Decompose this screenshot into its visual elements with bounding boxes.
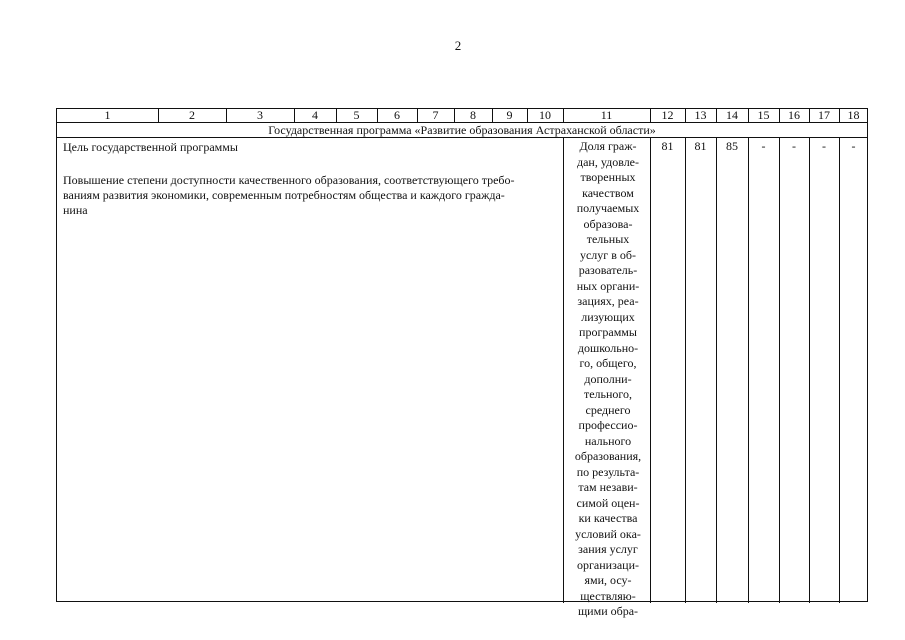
column-divider [527, 109, 528, 123]
indicator-line: среднего [585, 402, 631, 417]
col-number: 18 [847, 108, 860, 122]
indicator-line: программы [579, 325, 637, 339]
indicator-line: лизующих [581, 309, 635, 324]
value-col-12: 81 [661, 139, 674, 153]
indicator-line: образова- [583, 216, 633, 231]
indicator-line: там незави- [578, 480, 638, 494]
indicator-line: го, общего, [579, 356, 637, 370]
col-number: 15 [757, 108, 770, 122]
indicator-line: ями, осу- [584, 573, 632, 587]
indicator-line: ных органи- [576, 278, 640, 293]
col-number: 8 [470, 108, 476, 122]
value-col-15: - [761, 139, 766, 153]
indicator-line: тельного, [583, 387, 633, 401]
column-divider [685, 138, 686, 603]
column-divider [748, 109, 749, 123]
indicator-line: Доля граж- [579, 139, 637, 153]
col-number: 14 [726, 108, 738, 122]
col-number: 1 [104, 108, 111, 122]
value-col-13: 81 [694, 139, 707, 153]
goal-text-line: ваниям развития экономики, современным потребностям общества и каждого гражда- [63, 188, 505, 203]
goal-text-line: Повышение степени доступности качественного образования, соответствующего требо- [63, 173, 515, 187]
column-divider [748, 138, 749, 603]
indicator-line: разователь- [578, 263, 638, 277]
column-divider [417, 109, 418, 123]
column-divider [685, 109, 686, 123]
indicator-table [56, 108, 868, 618]
column-divider [716, 109, 717, 123]
column-divider [336, 109, 337, 123]
indicator-line: ществляю- [580, 588, 636, 603]
indicator-line: организаци- [577, 557, 639, 572]
col-number: 4 [312, 108, 318, 122]
goal-description [63, 173, 553, 219]
indicator-line: тельных [586, 232, 630, 246]
col-number: 7 [432, 108, 439, 122]
col-number: 11 [600, 108, 613, 122]
indicator-line: профессио- [578, 418, 638, 432]
column-divider [839, 138, 840, 603]
indicator-line: дан, удовле- [576, 154, 640, 169]
col-number: 16 [788, 108, 800, 122]
column-divider [839, 109, 840, 123]
indicator-line: качеством [582, 185, 634, 200]
column-number-row [57, 109, 867, 123]
indicator-line: творенных [580, 170, 636, 184]
indicator-line: дошкольно- [577, 340, 639, 355]
column-divider [492, 109, 493, 123]
program-title: Государственная программа «Развитие образования Астраханской области» [57, 123, 867, 138]
indicator-line: ки качества [578, 511, 638, 525]
column-divider [377, 109, 378, 123]
column-divider [563, 109, 564, 123]
col-number: 2 [189, 108, 195, 122]
col-number: 17 [818, 108, 830, 122]
goal-label: Цель государственной программы [63, 140, 238, 154]
column-divider [779, 138, 780, 603]
goal-text-line: нина [63, 203, 88, 218]
indicator-line: зациях, реа- [577, 294, 639, 308]
indicator-line: симой оцен- [576, 495, 640, 510]
col-number: 12 [661, 108, 674, 122]
column-divider [226, 109, 227, 123]
page-number: 2 [454, 38, 462, 53]
indicator-line: услуг в об- [579, 247, 636, 262]
col-number: 10 [539, 108, 551, 122]
col-number: 13 [694, 108, 707, 122]
indicator-line: по результа- [576, 464, 640, 479]
indicator-text [563, 139, 653, 620]
indicator-line: щими обра- [577, 604, 639, 618]
column-divider [779, 109, 780, 123]
column-divider [716, 138, 717, 603]
indicator-line: дополни- [584, 371, 632, 386]
col-number: 9 [506, 108, 513, 122]
value-col-16: - [792, 139, 796, 153]
col-number: 6 [394, 108, 400, 122]
column-divider [454, 109, 455, 123]
indicator-line: зания услуг [578, 542, 638, 556]
col-number: 3 [257, 108, 263, 122]
indicator-line: получаемых [576, 201, 640, 215]
column-divider [809, 109, 810, 123]
value-col-18: - [851, 139, 856, 153]
column-divider [294, 109, 295, 123]
column-divider [809, 138, 810, 603]
col-number: 5 [353, 108, 360, 122]
indicator-line: нального [584, 433, 632, 448]
value-col-14: 85 [726, 139, 738, 153]
column-divider [158, 109, 159, 123]
column-divider [650, 109, 651, 123]
indicator-line: условий ока- [575, 526, 641, 541]
indicator-line: образования, [574, 449, 642, 463]
value-col-17: - [822, 139, 826, 153]
